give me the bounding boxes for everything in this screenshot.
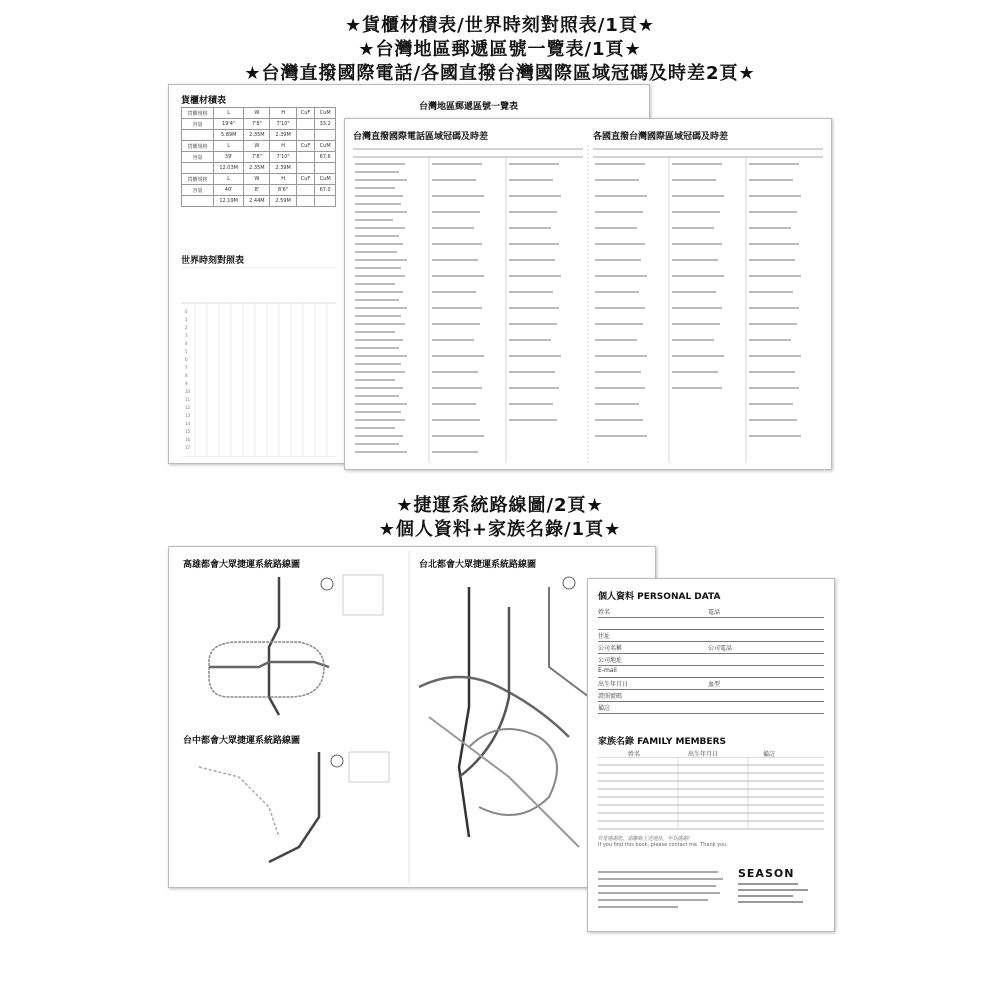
container-row-label: 貨櫃規格 xyxy=(182,141,214,152)
svg-text:16: 16 xyxy=(185,437,191,442)
dialing-world-title: 各國直撥台灣國際區域冠碼及時差 xyxy=(593,132,729,142)
caption-postal-codes: ★台灣地區郵遞區號一覽表/1頁★ xyxy=(358,39,642,60)
field-email-label: E-mail xyxy=(598,667,617,674)
dialing-tables xyxy=(353,145,823,463)
family-header-birthday: 出生年月日 xyxy=(688,751,719,758)
world-time-title: 世界時刻對照表 xyxy=(181,256,245,266)
container-row-label: 貨櫃規格 xyxy=(182,108,214,119)
svg-text:14: 14 xyxy=(185,421,191,426)
family-header-name: 姓名 xyxy=(628,751,641,758)
container-table-title: 貨櫃材積表 xyxy=(181,96,227,106)
postal-codes-title: 台灣地區郵遞區號一覽表 xyxy=(419,102,519,112)
container-table: 貨櫃規格 L W H CuF CuM 容量 19'4" 7'8" 7'10" 33.2 5.89M 2.35M 2.39M 貨櫃規格 L W H CuF CuM 容量 39' 7'8" 7'10" 67.6 12.03M 2.35M 2.39M 貨櫃規格 L W H CuF CuM 容量 40' 8' 8'6" 67.0 12.19M 2.44M 2.59M xyxy=(181,107,336,207)
taipei-mrt-title: 台北都會大眾捷運系統路線圖 xyxy=(419,560,537,570)
svg-text:10: 10 xyxy=(185,389,191,394)
field-blood-type-label: 血型 xyxy=(708,681,721,688)
svg-text:7: 7 xyxy=(185,365,188,370)
svg-text:3: 3 xyxy=(185,333,188,338)
publisher-info xyxy=(738,881,818,911)
compass-icon xyxy=(563,577,575,589)
field-phone-label: 電話 xyxy=(708,609,721,616)
svg-text:8: 8 xyxy=(185,373,188,378)
svg-text:13: 13 xyxy=(185,413,191,418)
dialing-taiwan-title: 台灣直撥國際電話區域冠碼及時差 xyxy=(353,132,489,142)
season-logo: SEASON xyxy=(738,867,795,880)
svg-text:12: 12 xyxy=(185,405,191,410)
caption-container-world-time: ★貨櫃材積表/世界時刻對照表/1頁★ xyxy=(345,15,655,36)
field-license-label: 證照號碼 xyxy=(598,693,623,700)
kaohsiung-mrt-title: 高雄都會大眾捷運系統路線圖 xyxy=(183,560,301,570)
notice-text xyxy=(598,869,728,919)
personal-data-title: 個人資料 PERSONAL DATA xyxy=(598,592,721,602)
sheet-mrt-maps xyxy=(168,546,656,888)
container-row-label: 容量 xyxy=(182,152,214,163)
sheet-personal-family xyxy=(587,578,835,932)
container-row-label: 容量 xyxy=(182,119,214,130)
svg-text:15: 15 xyxy=(185,429,191,434)
family-members-title: 家族名錄 FAMILY MEMBERS xyxy=(598,737,726,747)
field-company-phone-label: 公司電話 xyxy=(708,645,733,652)
field-name-label: 姓名 xyxy=(598,609,611,616)
caption-personal-family: ★個人資料+家族名錄/1頁★ xyxy=(378,519,622,540)
caption-international-dialing: ★台灣直撥國際電話/各國直撥台灣國際區域冠碼及時差2頁★ xyxy=(244,63,756,84)
container-row-label: 貨櫃規格 xyxy=(182,174,214,185)
svg-text:1: 1 xyxy=(185,317,188,322)
world-time-grid xyxy=(181,267,336,457)
field-notes-label: 備註 xyxy=(598,705,611,712)
svg-text:11: 11 xyxy=(185,397,191,402)
container-row-label: 容量 xyxy=(182,185,214,196)
caption-mrt-maps: ★捷運系統路線圖/2頁★ xyxy=(396,495,604,516)
svg-text:4: 4 xyxy=(185,341,188,346)
kaohsiung-legend xyxy=(343,575,383,615)
svg-text:2: 2 xyxy=(185,325,188,330)
footer-note: 非常感謝您，請聯絡上述地址，至為感謝! xyxy=(598,836,691,842)
compass-icon xyxy=(331,755,343,767)
svg-text:17: 17 xyxy=(185,445,191,450)
sheet-international-dialing xyxy=(344,118,832,470)
footer-note-en: If you find this book, please contact me. Thank you. xyxy=(598,842,728,848)
svg-text:6: 6 xyxy=(185,357,188,362)
compass-icon xyxy=(321,578,333,590)
svg-text:9: 9 xyxy=(185,381,188,386)
family-header-notes: 備註 xyxy=(763,751,776,758)
svg-text:5: 5 xyxy=(185,349,188,354)
field-address-label: 住址 xyxy=(598,633,611,640)
taichung-legend xyxy=(349,752,389,782)
field-company-address-label: 公司地址 xyxy=(598,657,623,664)
mrt-line-maps xyxy=(169,547,655,887)
field-birthday-label: 出生年月日 xyxy=(598,681,629,688)
family-members-table xyxy=(598,757,824,833)
taichung-mrt-title: 台中都會大眾捷運系統路線圖 xyxy=(183,736,301,746)
field-company-label: 公司名稱 xyxy=(598,645,623,652)
svg-text:0: 0 xyxy=(185,309,188,314)
